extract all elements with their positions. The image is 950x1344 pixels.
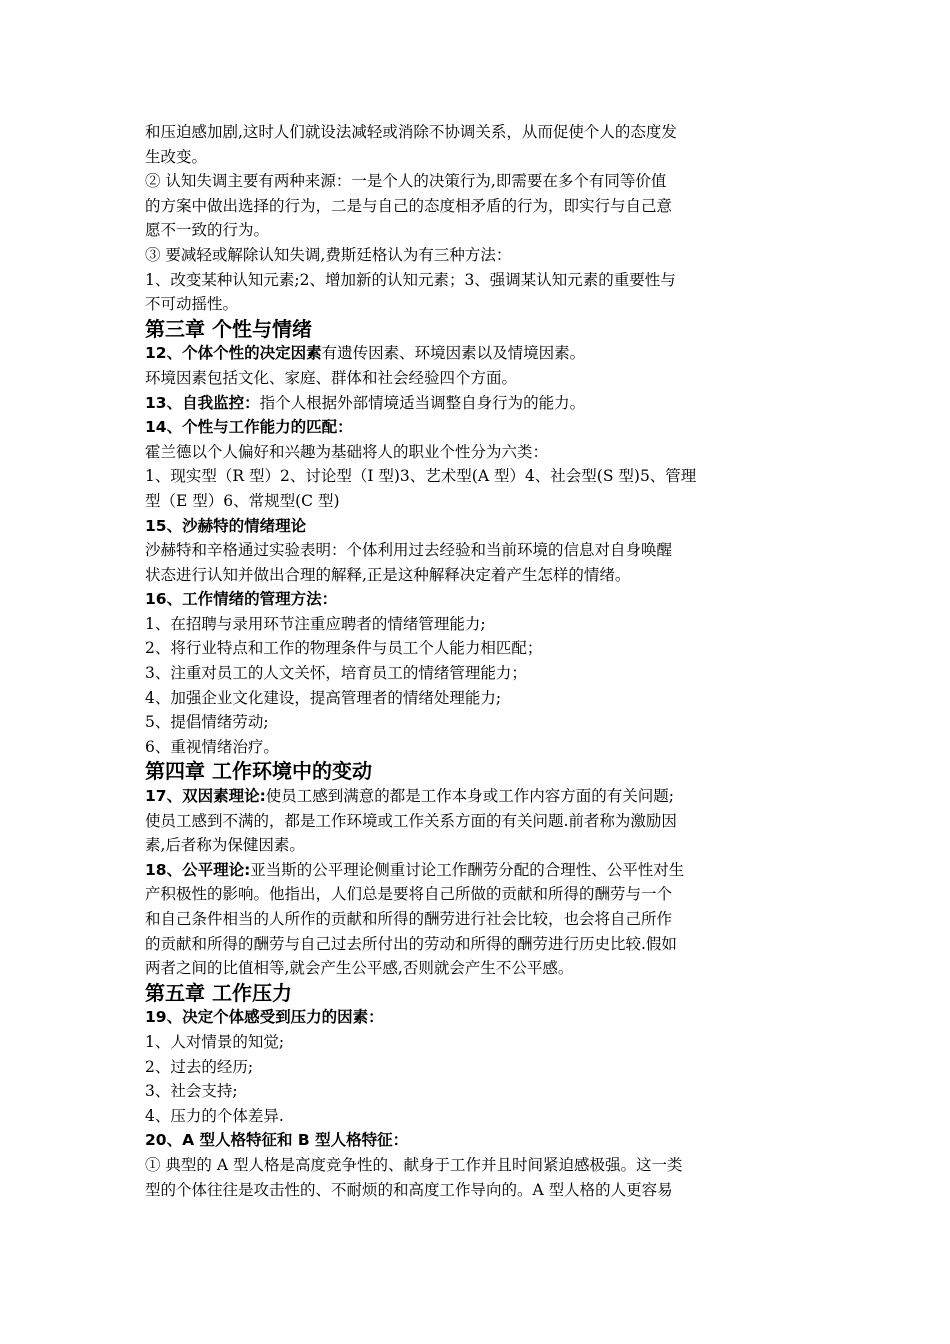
text-line: 3、社会支持; [145, 1082, 238, 1101]
document-page [145, 120, 811, 1202]
text-line [145, 415, 811, 440]
text-line: 1、现实型（R 型）2、讨论型（I 型)3、艺术型(A 型）4、社会型(S 型)5、管理 [145, 467, 697, 486]
term-text: 亚当斯的公平理论侧重讨论工作酬劳分配的合理性、公平性对生 [250, 860, 685, 879]
text-line: 型的个体往往是攻击性的、不耐烦的和高度工作导向的。A 型人格的人更容易 [145, 1180, 673, 1199]
term-text: 有遗传因素、环境因素以及情境因素。 [321, 344, 586, 363]
item-heading: 16、工作情绪的管理方法： [145, 590, 338, 609]
text-line: 素,后者称为保健因素。 [145, 836, 305, 855]
text-line: 和自己条件相当的人所作的贡献和所得的酬劳进行社会比较，也会将自己所作 [145, 910, 673, 928]
text-line: 沙赫特和辛格通过实验表明：个体利用过去经验和当前环境的信息对自身唤醒 [145, 541, 673, 560]
text-line: 4、加强企业文化建设，提高管理者的情绪处理能力; [145, 688, 502, 707]
term-text: 指个人根据外部情境适当调整自身行为的能力。 [259, 393, 586, 412]
text-line [145, 784, 811, 809]
text-line [145, 858, 811, 883]
text-line: 5、提倡情绪劳动; [145, 713, 269, 732]
term-label: 18、公平理论: [145, 860, 251, 879]
text-line: 2、将行业特点和工作的物理条件与员工个人能力相匹配； [145, 639, 543, 658]
text-line: 1、在招聘与录用环节注重应聘者的情绪管理能力; [145, 614, 486, 633]
chapter-heading-3: 第三章 个性与情绪 [145, 316, 312, 341]
term-text: 使员工感到满意的都是工作本身或工作内容方面的有关问题; [265, 787, 675, 806]
text-line: ① 典型的 A 型人格是高度竞争性的、献身于工作并且时间紧迫感极强。这一类 [145, 1155, 683, 1174]
term-label: 13、自我监控： [145, 393, 260, 412]
text-line: 的方案中做出选择的行为，二是与自己的态度相矛盾的行为，即实行与自己意 [145, 196, 673, 215]
item-heading: 15、沙赫特的情绪理论 [145, 516, 307, 535]
text-line [145, 587, 811, 612]
text-line [145, 1128, 811, 1153]
text-line: 和压迫感加剧,这时人们就设法减轻或消除不协调关系，从而促使个人的态度发 [145, 123, 677, 141]
text-line: 环境因素包括文化、家庭、群体和社会经验四个方面。 [145, 368, 518, 387]
text-line: 4、压力的个体差异. [145, 1106, 284, 1125]
text-line: 1、人对情景的知觉; [145, 1032, 285, 1051]
text-line [145, 514, 811, 539]
text-line: 1、改变某种认知元素;2、增加新的认知元素；3、强调某认知元素的重要性与 [145, 270, 676, 289]
text-line: 6、重视情绪治疗。 [145, 737, 279, 756]
text-line [145, 391, 811, 416]
item-heading: 14、个性与工作能力的匹配： [145, 418, 353, 437]
text-line: 状态进行认知并做出合理的解释,正是这种解释决定着产生怎样的情绪。 [145, 565, 631, 584]
text-line: 产积极性的影响。他指出，人们总是要将自己所做的贡献和所得的酬劳与一个 [145, 885, 673, 904]
text-line: 使员工感到不满的，都是工作环境或工作关系方面的有关问题.前者称为激励因 [145, 811, 677, 830]
text-line: 不可动摇性。 [145, 295, 239, 314]
text-line: 3、注重对员工的人文关怀，培育员工的情绪管理能力； [145, 664, 527, 683]
text-line: ② 认知失调主要有两种来源：一是个人的决策行为,即需要在多个有同等价值 [145, 172, 667, 191]
item-heading: 20、A 型人格特征和 B 型人格特征： [145, 1131, 409, 1150]
item-heading: 19、决定个体感受到压力的因素： [145, 1008, 384, 1027]
text-line: 的贡献和所得的酬劳与自己过去所付出的劳动和所得的酬劳进行历史比较.假如 [145, 934, 677, 953]
text-line: 霍兰德以个人偏好和兴趣为基础将人的职业个性分为六类： [145, 442, 549, 461]
chapter-heading-5: 第五章 工作压力 [145, 980, 292, 1005]
text-line [145, 1005, 811, 1030]
text-line: 型（E 型）6、常规型(C 型) [145, 491, 340, 510]
chapter-heading-4: 第四章 工作环境中的变动 [145, 759, 372, 784]
text-line [145, 341, 811, 366]
text-line: 2、过去的经历; [145, 1057, 254, 1076]
text-line: 两者之间的比值相等,就会产生公平感,否则就会产生不公平感。 [145, 959, 574, 978]
text-line: 生改变。 [145, 147, 208, 166]
term-label: 12、个体个性的决定因素 [145, 344, 322, 363]
term-label: 17、双因素理论: [145, 787, 266, 806]
text-line: ③ 要减轻或解除认知失调,费斯廷格认为有三种方法： [145, 245, 512, 264]
text-line: 愿不一致的行为。 [145, 221, 270, 240]
